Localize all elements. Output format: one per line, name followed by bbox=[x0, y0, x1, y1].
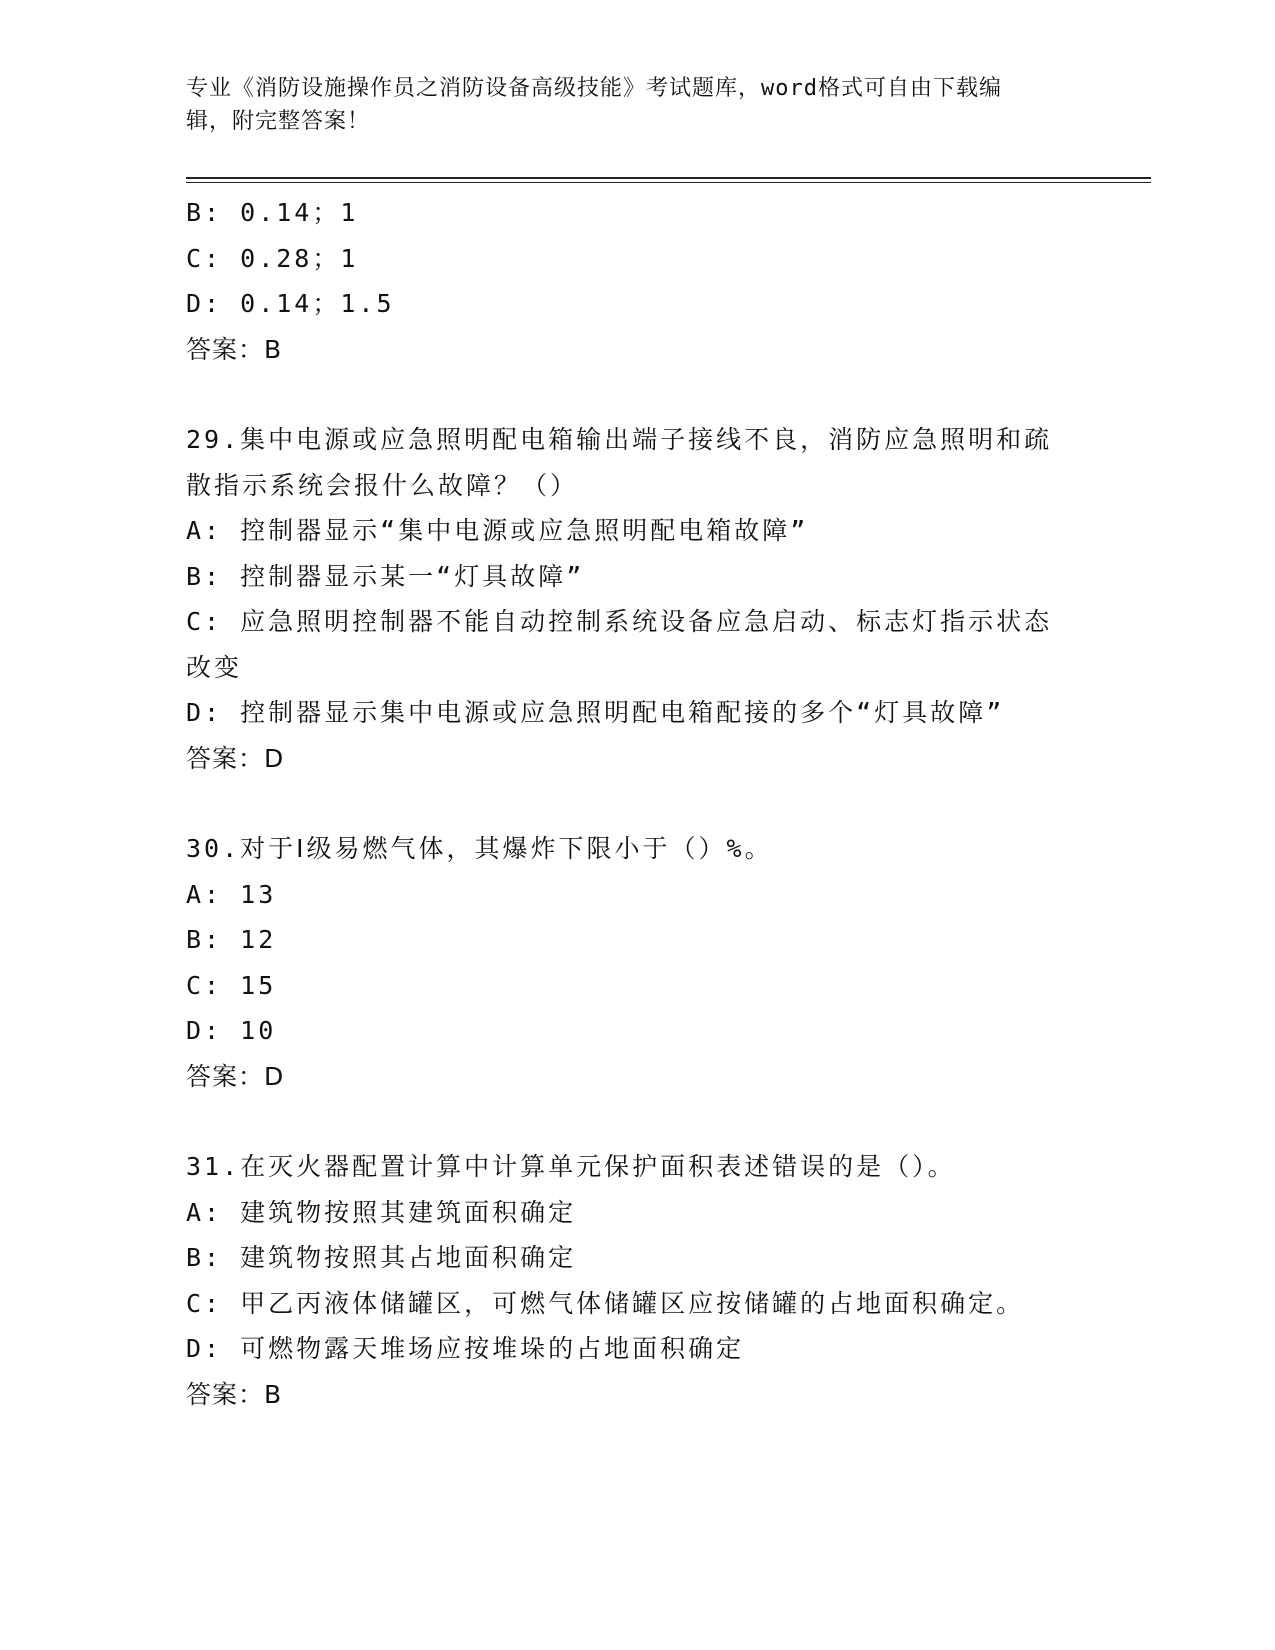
question-31 bbox=[186, 1144, 1086, 1417]
option-a: A: 13 bbox=[186, 879, 277, 909]
question-stem-line-2: 散指示系统会报什么故障？（） bbox=[186, 470, 579, 500]
answer-line: 答案：B bbox=[186, 1379, 283, 1409]
option-d: D: 控制器显示集中电源或应急照明配电箱配接的多个“灯具故障” bbox=[186, 698, 1005, 727]
question-stem-line-1: 29.集中电源或应急照明配电箱输出端子接线不良，消防应急照明和疏 bbox=[186, 425, 1053, 454]
option-d: D: 10 bbox=[186, 1016, 277, 1045]
option-b: B: 控制器显示某一“灯具故障” bbox=[186, 561, 585, 591]
header-line-2: 辑，附完整答案！ bbox=[186, 109, 371, 134]
option-d: D: 可燃物露天堆场应按堆垛的占地面积确定 bbox=[186, 1334, 745, 1363]
header-line-1: 专业《消防设施操作员之消防设备高级技能》考试题库，word格式可自由下载编 bbox=[186, 76, 1002, 101]
option-b: B: 0.14；1 bbox=[186, 198, 359, 227]
option-a: A: 建筑物按照其建筑面积确定 bbox=[186, 1197, 577, 1227]
question-stem-line-1: 30.对于Ⅰ级易燃气体，其爆炸下限小于（）%。 bbox=[186, 834, 773, 863]
question-29 bbox=[186, 417, 1086, 781]
question-spacer bbox=[186, 372, 1086, 417]
question-spacer bbox=[186, 1099, 1086, 1144]
question-spacer bbox=[186, 781, 1086, 826]
question-list bbox=[186, 190, 1086, 1417]
header-divider-thin bbox=[186, 182, 1151, 183]
option-c: C: 0.28；1 bbox=[186, 243, 359, 273]
document-header bbox=[186, 72, 1086, 138]
option-b: B: 12 bbox=[186, 925, 277, 954]
option-c-continued: 改变 bbox=[186, 652, 243, 682]
question-30 bbox=[186, 826, 1086, 1099]
option-c: C: 甲乙丙液体储罐区，可燃气体储罐区应按储罐的占地面积确定。 bbox=[186, 1288, 1025, 1318]
question-28-continuation bbox=[186, 190, 1086, 372]
option-c: C: 应急照明控制器不能自动控制系统设备应急启动、标志灯指示状态 bbox=[186, 607, 1053, 636]
answer-line: 答案：D bbox=[186, 1061, 285, 1091]
question-stem-line-1: 31.在灭火器配置计算中计算单元保护面积表述错误的是（）。 bbox=[186, 1152, 956, 1181]
header-divider-thick bbox=[186, 177, 1151, 179]
option-a: A: 控制器显示“集中电源或应急照明配电箱故障” bbox=[186, 516, 809, 545]
option-c: C: 15 bbox=[186, 970, 277, 1000]
option-d: D: 0.14；1.5 bbox=[186, 289, 395, 318]
answer-line: 答案：B bbox=[186, 334, 283, 364]
answer-line: 答案：D bbox=[186, 743, 285, 773]
option-b: B: 建筑物按照其占地面积确定 bbox=[186, 1243, 577, 1272]
